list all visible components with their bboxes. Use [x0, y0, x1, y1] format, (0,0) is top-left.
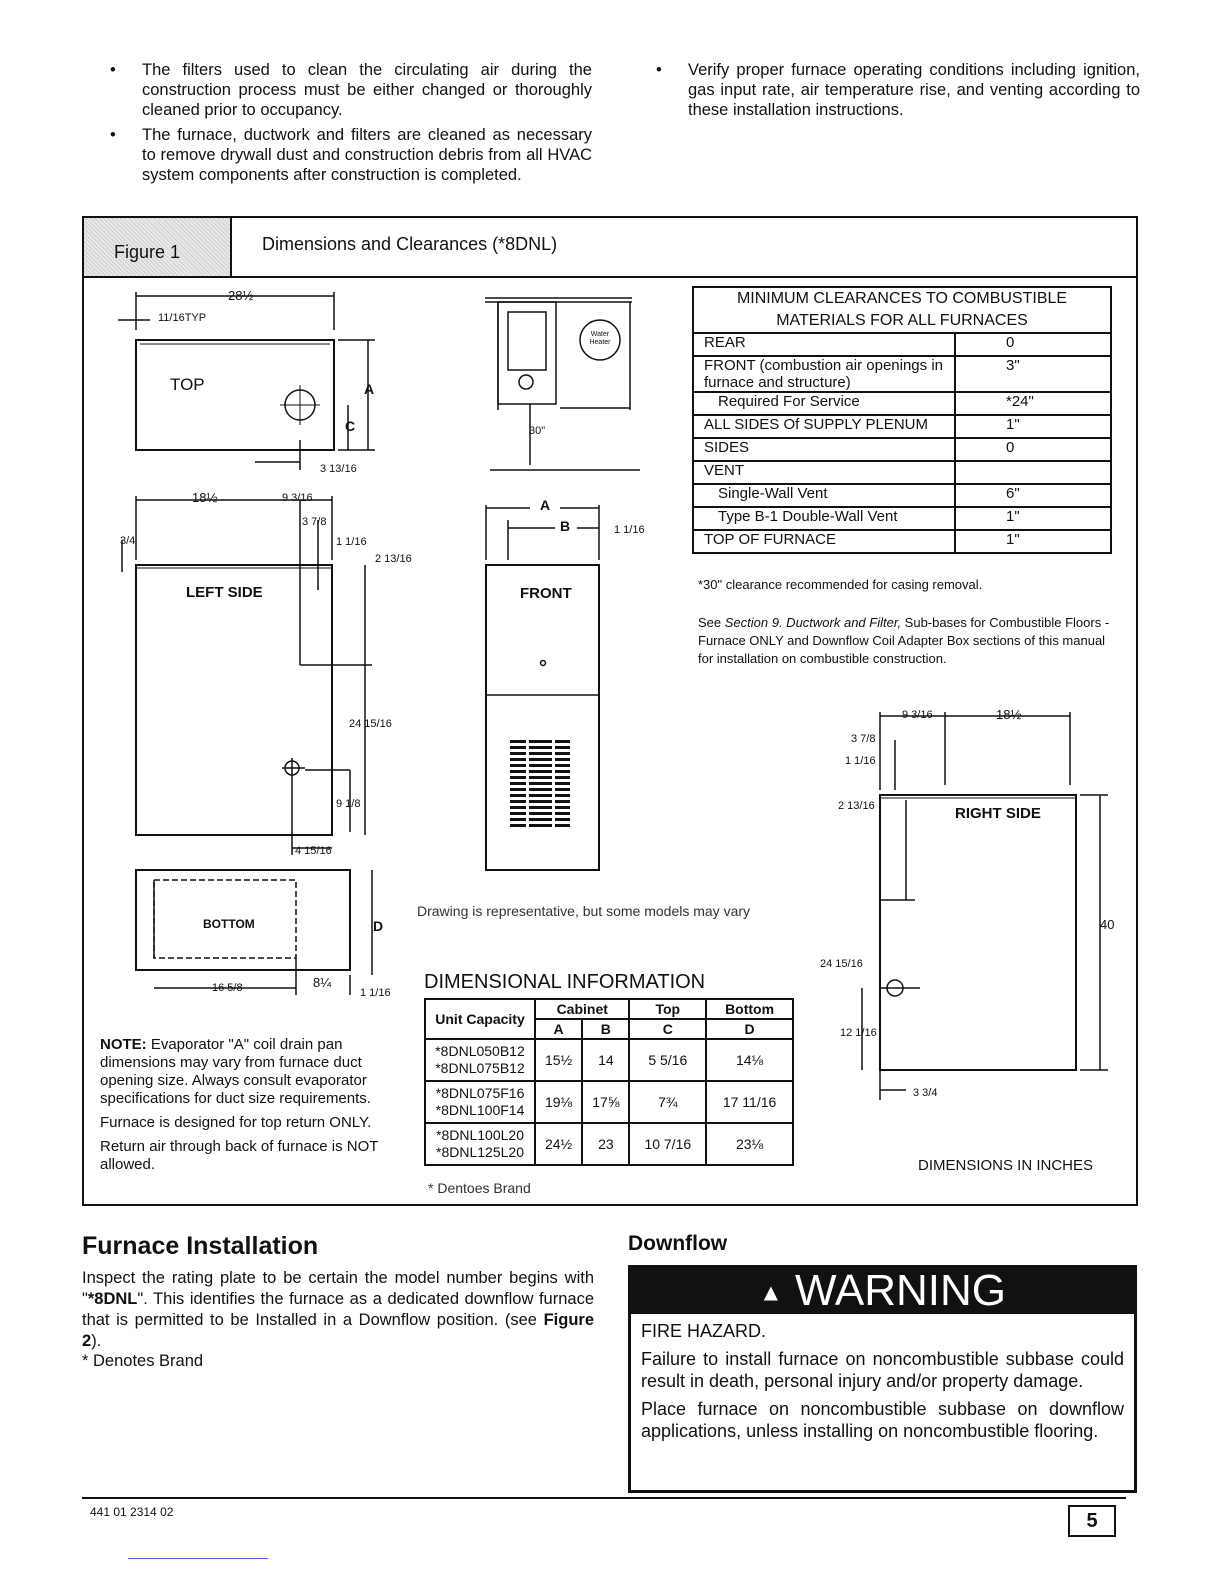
dim-rs-12116: 12 1/16: [840, 1027, 877, 1039]
dim-bt-d: D: [373, 918, 384, 934]
dim-rs-1116: 1 1/16: [845, 755, 876, 767]
downflow-heading: Downflow: [628, 1232, 728, 1255]
dimensional-info-table: Unit Capacity Cabinet Top Bottom A B C D *8DNL050B12 *8DNL075B12 15½ 14 5 5/16 14⅛ *8DNL075F16 *8DNL100F14 19⅛ 17⅝ 7¾ 17 11/16 *8DNL100L20 *8DNL125L20 24½ 23 10 7/16 23⅛: [424, 998, 794, 1166]
warning-box: [628, 1265, 1137, 1493]
dim-rs-18: 18½: [996, 707, 1022, 722]
clearances-header: MINIMUM CLEARANCES TO COMBUSTIBLE MATERIALS FOR ALL FURNACES: [693, 287, 1111, 333]
view-label-bottom: BOTTOM: [203, 917, 255, 931]
left-side-outline: [136, 565, 332, 835]
dim-ls-18: 18½: [192, 490, 218, 505]
clearance-footnote: *30" clearance recommended for casing removal.: [698, 577, 983, 592]
water-heater-label: Water Heater: [589, 331, 611, 346]
footer-link-rule: [128, 1558, 268, 1559]
dim-rs-378: 3 7/8: [851, 733, 876, 745]
clearance-row: Required For Service *24": [693, 392, 1111, 415]
warning-paragraph-1: Failure to install furnace on noncombustible subbase could result in death, personal injury and/or property damage.: [641, 1349, 1124, 1391]
dim-bt-1116: 1 1/16: [360, 987, 391, 999]
dim-rs-40: 40: [1100, 917, 1115, 932]
dim-front-a: A: [540, 497, 551, 513]
bullet-filters: • The filters used to clean the circulating air during the construction process must be either changed or thoroughly cleaned prior to occupancy.: [110, 61, 592, 119]
clearance-row: VENT: [693, 461, 1111, 484]
doc-number: 441 01 2314 02: [90, 1505, 174, 1519]
dim-ls-1116: 1 1/16: [336, 536, 367, 548]
view-label-front: FRONT: [520, 585, 572, 602]
figure-2-link[interactable]: Figure 2: [82, 1311, 594, 1350]
bullet-verify: • Verify proper furnace operating conditions including ignition, gas input rate, air temperature rise, and venting according to these installation instructions.: [656, 61, 1140, 119]
figure-tab: Figure 1: [84, 218, 232, 276]
dim-ls-918: 9 1/8: [336, 798, 361, 810]
clearance-row: SIDES 0: [693, 438, 1111, 461]
top-view-outline: [136, 340, 334, 450]
clearance-row: TOP OF FURNACE 1": [693, 530, 1111, 553]
dim-typ: 11/16TYP: [158, 312, 207, 324]
footer-rule: [82, 1497, 1126, 1499]
top-return-note: Furnace is designed for top return ONLY.: [100, 1114, 372, 1131]
dim-ls-41516: 4 15/16: [295, 845, 332, 857]
denotes-brand: * Denotes Brand: [82, 1352, 204, 1370]
dim-front-30: 30": [529, 425, 546, 437]
clearance-row: ALL SIDES Of SUPPLY PLENUM 1": [693, 415, 1111, 438]
dim-ls-241516: 24 15/16: [349, 718, 392, 730]
dimension-row: *8DNL100L20 *8DNL125L20 24½ 23 10 7/16 23⅛: [425, 1123, 793, 1165]
dim-3-13-16: 3 13/16: [320, 463, 357, 475]
furnace-installation-heading: Furnace Installation: [82, 1232, 319, 1260]
dim-front-1116: 1 1/16: [614, 524, 645, 536]
representative-note: Drawing is representative, but some models may vary: [417, 903, 751, 919]
dim-top-width: 28½: [228, 288, 254, 303]
furnace-installation-body: Inspect the rating plate to be certain the model number begins with "*8DNL". This identifies the furnace as a dedicated downflow furnace that is permitted to be Installed in a Downflow position. (see Figure 2).: [82, 1269, 594, 1350]
clearance-row: REAR 0: [693, 333, 1111, 356]
right-side-outline: [880, 795, 1076, 1070]
dim-front-b: B: [560, 518, 571, 534]
evaporator-note: NOTE: Evaporator "A" coil drain pan dimensions may vary from furnace duct opening size. Always consult evaporator specifications for duct size requirements.: [100, 1036, 371, 1107]
dim-bt-814: 8¼: [313, 975, 332, 990]
dimensional-info-title: DIMENSIONAL INFORMATION: [424, 971, 706, 993]
view-label-right-side: RIGHT SIDE: [955, 805, 1041, 822]
dim-bt-1658: 16 5/8: [212, 982, 243, 994]
combustible-note: See Section 9. Ductwork and Filter, Sub-bases for Combustible Floors - Furnace ONLY and Downflow Coil Adapter Box sections of this manual for installation on combustible construction.: [698, 615, 1110, 666]
clearance-row: FRONT (combustion air openings in furnace and structure) 3": [693, 356, 1111, 392]
dim-rs-334: 3 3/4: [913, 1087, 938, 1099]
figure-title: Dimensions and Clearances (*8DNL): [262, 234, 558, 254]
return-air-note: Return air through back of furnace is NOT allowed.: [100, 1138, 379, 1173]
clearances-table: [692, 286, 1112, 554]
dim-rs-916: 9 3/16: [902, 709, 933, 721]
dimensions-units: DIMENSIONS IN INCHES: [918, 1157, 1094, 1174]
bullet-cleaning: • The furnace, ductwork and filters are cleaned as necessary to remove drywall dust and construction debris from all HVAC system components after construction is completed.: [110, 126, 592, 184]
page-number: 5: [1068, 1505, 1116, 1537]
dim-rs-21316: 2 13/16: [838, 800, 875, 812]
warning-hazard: FIRE HAZARD.: [641, 1321, 767, 1341]
view-label-top: TOP: [170, 375, 205, 394]
dim-ls-21316: 2 13/16: [375, 553, 412, 565]
warning-paragraph-2: Place furnace on noncombustible subbase on downflow applications, unless installing on noncombustible flooring.: [641, 1399, 1124, 1441]
dim-a-top: A: [364, 381, 375, 397]
clearance-row: Type B-1 Double-Wall Vent 1": [693, 507, 1111, 530]
brand-footnote: * Dentoes Brand: [428, 1180, 531, 1196]
dim-ls-916: 9 3/16: [282, 492, 313, 504]
dim-c-top: C: [345, 418, 356, 434]
dim-ls-34: 3/4: [120, 535, 136, 547]
warning-triangle-icon: ▲: [758, 1279, 783, 1307]
dim-rs-241516: 24 15/16: [820, 958, 863, 970]
dim-ls-378: 3 7/8: [302, 516, 327, 528]
dimension-row: *8DNL050B12 *8DNL075B12 15½ 14 5 5/16 14⅛: [425, 1039, 793, 1081]
view-label-left-side: LEFT SIDE: [186, 584, 263, 601]
dimension-row: *8DNL075F16 *8DNL100F14 19⅛ 17⅝ 7¾ 17 11/16: [425, 1081, 793, 1123]
clearance-row: Single-Wall Vent 6": [693, 484, 1111, 507]
warning-header: ▲ WARNING: [631, 1268, 1134, 1314]
